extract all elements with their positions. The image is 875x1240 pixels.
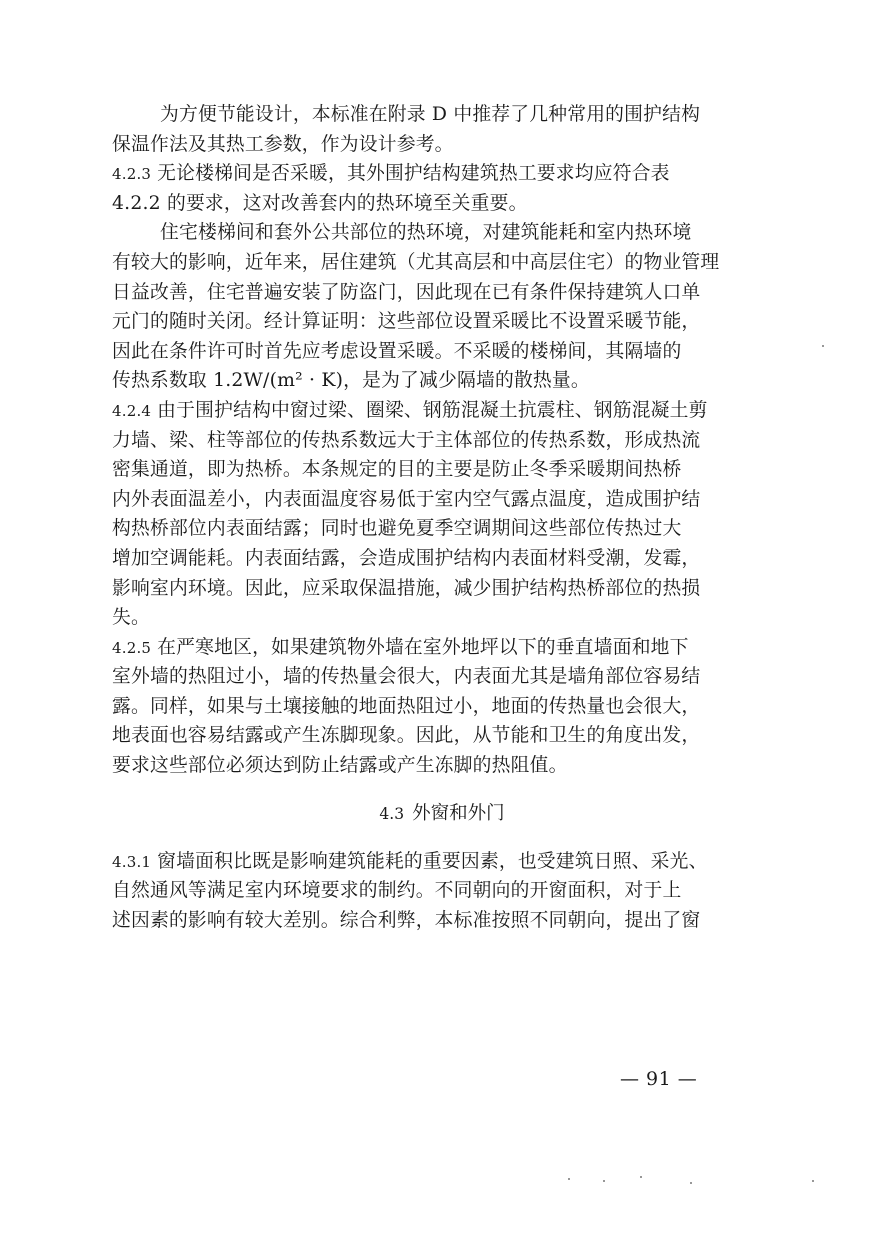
text-line: 影响室内环境。因此，应采取保温措施，减少围护结构热桥部位的热损 <box>112 577 701 599</box>
text-line: 述因素的影响有较大差别。综合利弊，本标准按照不同朝向，提出了窗 <box>112 909 701 931</box>
text-line: 内外表面温差小，内表面温度容易低于室内空气露点温度，造成围护结 <box>112 488 701 510</box>
clause-text: 无论楼梯间是否采暖，其外围护结构建筑热工要求均应符合表 <box>157 163 670 185</box>
scan-speck <box>640 1176 642 1178</box>
scan-speck <box>822 345 824 347</box>
text-line: 增加空调能耗。内表面结露，会造成围护结构内表面材料受潮，发霉， <box>112 547 701 569</box>
text-line: 力墙、梁、柱等部位的传热系数远大于主体部位的传热系数，形成热流 <box>112 429 701 451</box>
text-line: 住宅楼梯间和套外公共部位的热环境，对建筑能耗和室内热环境 <box>160 222 692 244</box>
text-line: 为方便节能设计，本标准在附录 D 中推荐了几种常用的围护结构 <box>160 104 701 125</box>
scan-speck <box>690 1182 692 1184</box>
scan-speck <box>603 1180 605 1182</box>
body-text <box>112 100 772 935</box>
clause-number: 4.2.5 <box>112 638 152 657</box>
clause-4-2-3 <box>112 159 772 218</box>
text-line: 露。同样，如果与土壤接触的地面热阻过小，地面的传热量也会很大， <box>112 695 701 717</box>
clause-text: 在严寒地区，如果建筑物外墙在室外地坪以下的垂直墙面和地下 <box>157 636 689 658</box>
scan-speck <box>812 1180 814 1182</box>
clause-4-2-5 <box>112 633 772 781</box>
scan-speck <box>568 1178 570 1180</box>
page-number: — 91 — <box>620 1068 698 1090</box>
clause-text: 由于围护结构中窗过梁、圈梁、钢筋混凝土抗震柱、钢筋混凝土剪 <box>157 399 708 421</box>
paragraph-stairwell <box>112 218 772 396</box>
clause-4-3-1 <box>112 847 772 936</box>
text-line: 4.2.2 的要求，这对改善套内的热环境至关重要。 <box>112 192 528 214</box>
text-line <box>112 847 772 877</box>
text-line: 密集通道，即为热桥。本条规定的目的主要是防止冬季采暖期间热桥 <box>112 459 682 481</box>
clause-4-2-4 <box>112 396 772 633</box>
text-line: 因此在条件许可时首先应考虑设置采暖。不采暖的楼梯间，其隔墙的 <box>112 340 682 362</box>
section-number: 4.3 <box>379 804 405 823</box>
clause-number: 4.2.4 <box>112 401 152 420</box>
text-line: 失。 <box>112 607 150 629</box>
clause-text: 窗墙面积比既是影响建筑能耗的重要因素，也受建筑日照、采光、 <box>157 850 708 872</box>
text-line: 有较大的影响，近年来，居住建筑（尤其高层和中高层住宅）的物业管理 <box>112 251 720 273</box>
text-line <box>112 159 772 189</box>
clause-number: 4.3.1 <box>112 852 152 871</box>
text-line: 要求这些部位必须达到防止结露或产生冻脚的热阻值。 <box>112 755 568 777</box>
text-line: 地表面也容易结露或产生冻脚现象。因此，从节能和卫生的角度出发， <box>112 725 701 747</box>
section-heading <box>112 799 772 829</box>
text-line: 室外墙的热阻过小，墙的传热量会很大，内表面尤其是墙角部位容易结 <box>112 666 701 688</box>
clause-number: 4.2.3 <box>112 165 152 184</box>
text-line: 保温作法及其热工参数，作为设计参考。 <box>112 133 454 155</box>
text-line: 自然通风等满足室内环境要求的制约。不同朝向的开窗面积，对于上 <box>112 880 682 902</box>
paragraph-design-reference <box>112 100 772 159</box>
text-line: 元门的随时关闭。经计算证明：这些部位设置采暖比不设置采暖节能， <box>112 311 701 333</box>
text-line <box>112 633 772 663</box>
text-line <box>112 396 772 426</box>
text-line: 日益改善，住宅普遍安装了防盗门，因此现在已有条件保持建筑人口单 <box>112 281 701 303</box>
text-line: 传热系数取 1.2W/(m² · K)，是为了减少隔墙的散热量。 <box>112 370 590 392</box>
text-line: 构热桥部位内表面结露；同时也避免夏季空调期间这些部位传热过大 <box>112 518 682 540</box>
section-title: 外窗和外门 <box>412 802 505 824</box>
